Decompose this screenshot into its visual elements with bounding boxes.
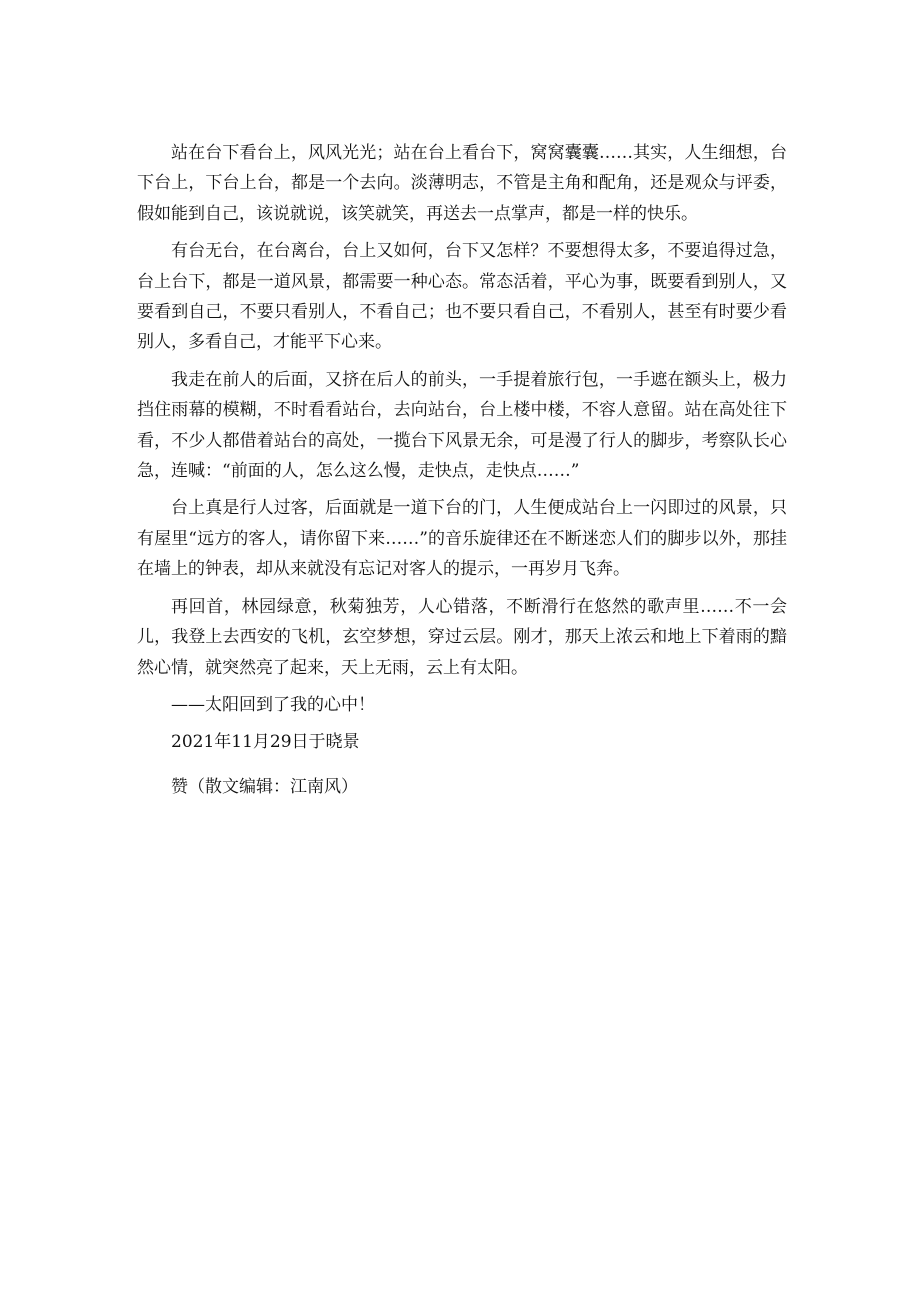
paragraph-2: 有台无台，在台离台，台上又如何，台下又怎样？不要想得太多，不要追得过急，台上台下，都是一道风景，都需要一种心态。常态活着，平心为事，既要看到别人，又要看到自己，不要只看别人，不看自己；也不要只看自己，不看别人，甚至有时要少看别人，多看自己，才能平下心来。: [137, 241, 787, 353]
date-line: 2021年11月29日于晓景: [171, 732, 360, 753]
paragraph-4: 台上真是行人过客，后面就是一道下台的门，人生便成站台上一闪即过的风景，只有屋里“远方的客人，请你留下来……”的音乐旋律还在不断迷恋人们的脚步以外，那挂在墙上的钟表，却从来就没有忘记对客人的提示，一再岁月飞奔。: [137, 498, 787, 580]
closing-line: ——太阳回到了我的心中！: [171, 694, 375, 715]
editor-line: 赞（散文编辑：江南风）: [171, 776, 358, 797]
paragraph-3: 我走在前人的后面，又挤在后人的前头，一手提着旅行包，一手遮在额头上，极力挡住雨幕的模糊，不时看看站台，去向站台，台上楼中楼，不容人意留。站在高处往下看，不少人都借着站台的高处，一揽台下风景无余，可是漫了行人的脚步，考察队长心急，连喊：“前面的人，怎么这么慢，走快点，走快点……”: [137, 369, 787, 482]
article: [137, 138, 787, 802]
paragraph-5: 再回首，林园绿意，秋菊独芳，人心错落，不断滑行在悠然的歌声里……不一会儿，我登上去西安的飞机，玄空梦想，穿过云层。刚才，那天上浓云和地上下着雨的黯然心情，就突然亮了起来，天上无雨，云上有太阳。: [137, 596, 787, 678]
paragraph-1: 站在台下看台上，风风光光；站在台上看台下，窝窝囊囊……其实，人生细想，台下台上，下台上台，都是一个去向。淡薄明志，不管是主角和配角，还是观众与评委，假如能到自己，该说就说，该笑就笑，再送去一点掌声，都是一样的快乐。: [137, 143, 787, 224]
